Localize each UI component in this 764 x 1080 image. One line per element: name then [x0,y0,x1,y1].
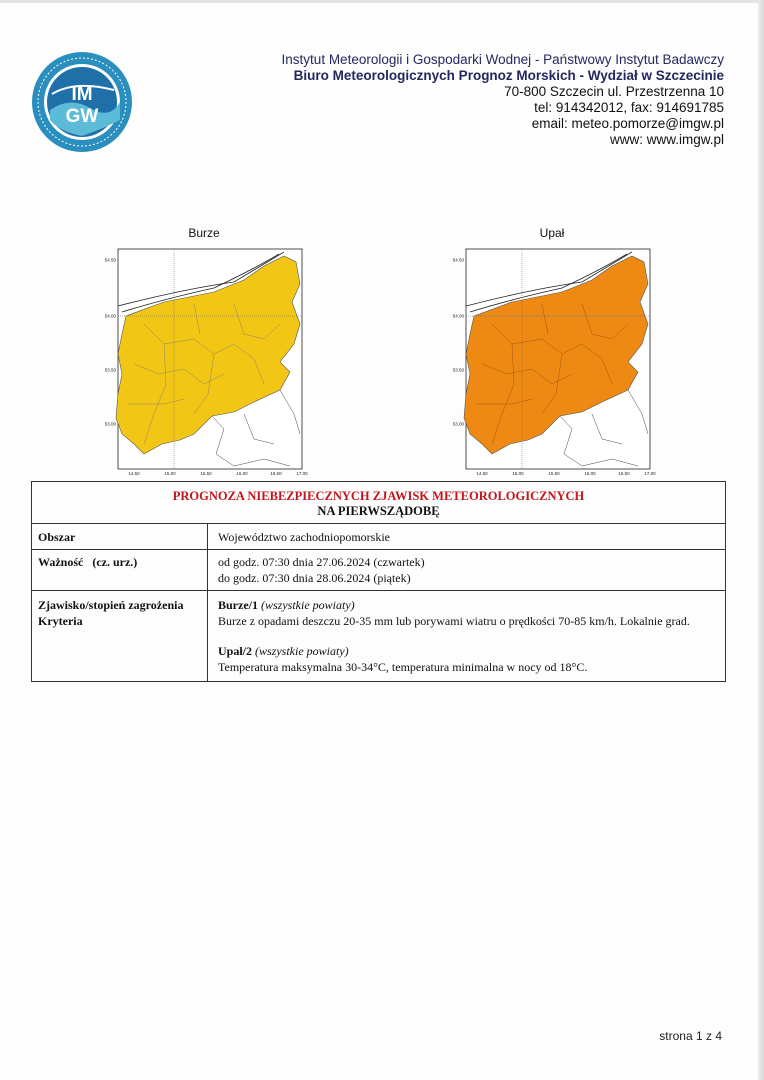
map-y-tick-label: 53.00 [452,421,464,427]
row-phenomena [32,591,725,681]
warning-burze-name: Burze/1 [218,598,258,612]
map-x-tick-label: 17.00 [296,471,308,476]
warning-burze [218,597,719,629]
map-y-tick-label: 54.50 [452,257,464,263]
warning-burze-description: Burze z opadami deszczu 20-35 mm lub porywami wiatru o prędkości 70-85 km/h. Lokalnie grad. [218,614,690,628]
institute-name: Instytut Meteorologii i Gospodarki Wodnej - Państwowy Instytut Badawczy [281,52,724,67]
map-upal-svg [452,244,656,476]
map-x-tick-label: 16.50 [618,471,630,476]
map-title-upal: Upał [539,226,565,240]
map-y-tick-label: 53.50 [452,367,464,373]
validity-label: Ważność (cz. urz.) [32,550,208,590]
website: www: www.imgw.pl [609,132,724,147]
phenomenon-value [208,591,725,681]
map-x-tick-label: 15.00 [512,471,524,476]
map-x-tick-label: 14.50 [476,471,488,476]
map-y-tick-label: 54.00 [104,313,116,319]
institution-header [282,52,724,148]
map-upal [452,244,656,476]
map-title-burze: Burze [188,226,220,240]
forecast-title-line1: PROGNOZA NIEBEZPIECZNYCH ZJAWISK METEOROLOGICZNYCH [172,489,585,503]
map-y-tick-label: 53.00 [104,421,116,427]
warning-upal-name: Upał/2 [218,644,253,658]
imgw-logo [30,50,134,154]
map-y-tick-label: 53.50 [104,367,116,373]
svg-text:IM: IM [71,84,93,105]
phenomenon-label-cell [32,591,208,681]
warning-burze-scope: (wszystkie powiaty) [261,598,355,612]
forecast-title-line2: NA PIERWSZĄDOBĘ [317,504,440,518]
map-x-tick-label: 16.00 [584,471,596,476]
warning-upal-scope: (wszystkie powiaty) [255,644,349,658]
validity-value [208,550,725,590]
office-name: Biuro Meteorologicznych Prognoz Morskich - Wydział w Szczecinie [293,68,724,83]
area-label: Obszar [32,524,208,549]
forecast-title [32,482,725,524]
scan-top-edge [0,0,764,3]
map-burze-svg [104,244,308,476]
criteria-label: Kryteria [38,614,83,628]
validity-to: do godz. 07:30 dnia 28.06.2024 (piątek) [218,571,411,585]
map-x-tick-label: 17.00 [644,471,656,476]
map-burze [104,244,308,476]
phone-fax: tel: 914342012, fax: 914691785 [534,100,724,115]
validity-from: od godz. 07:30 dnia 27.06.2024 (czwartek) [218,555,425,569]
svg-text:GW: GW [65,106,99,127]
forecast-table [31,481,726,682]
map-x-tick-label: 16.50 [270,471,282,476]
email-contact: email: meteo.pomorze@imgw.pl [531,116,724,131]
map-x-tick-label: 15.50 [200,471,212,476]
phenomenon-label: Zjawisko/stopień zagrożenia [38,598,184,612]
map-y-tick-label: 54.00 [452,313,464,319]
row-area [32,524,725,550]
warning-upal [218,643,719,675]
row-validity [32,550,725,591]
map-x-tick-label: 15.00 [164,471,176,476]
page-number: strona 1 z 4 [659,1029,722,1043]
area-value: Województwo zachodniopomorskie [218,530,390,544]
warning-upal-description: Temperatura maksymalna 30-34°C, temperatura minimalna w nocy od 18°C. [218,660,588,674]
map-x-tick-label: 15.50 [548,471,560,476]
map-y-tick-label: 54.50 [104,257,116,263]
map-x-tick-label: 16.00 [236,471,248,476]
address: 70-800 Szczecin ul. Przestrzenna 10 [504,84,724,99]
map-x-tick-label: 14.50 [128,471,140,476]
scan-right-edge [758,0,764,1080]
